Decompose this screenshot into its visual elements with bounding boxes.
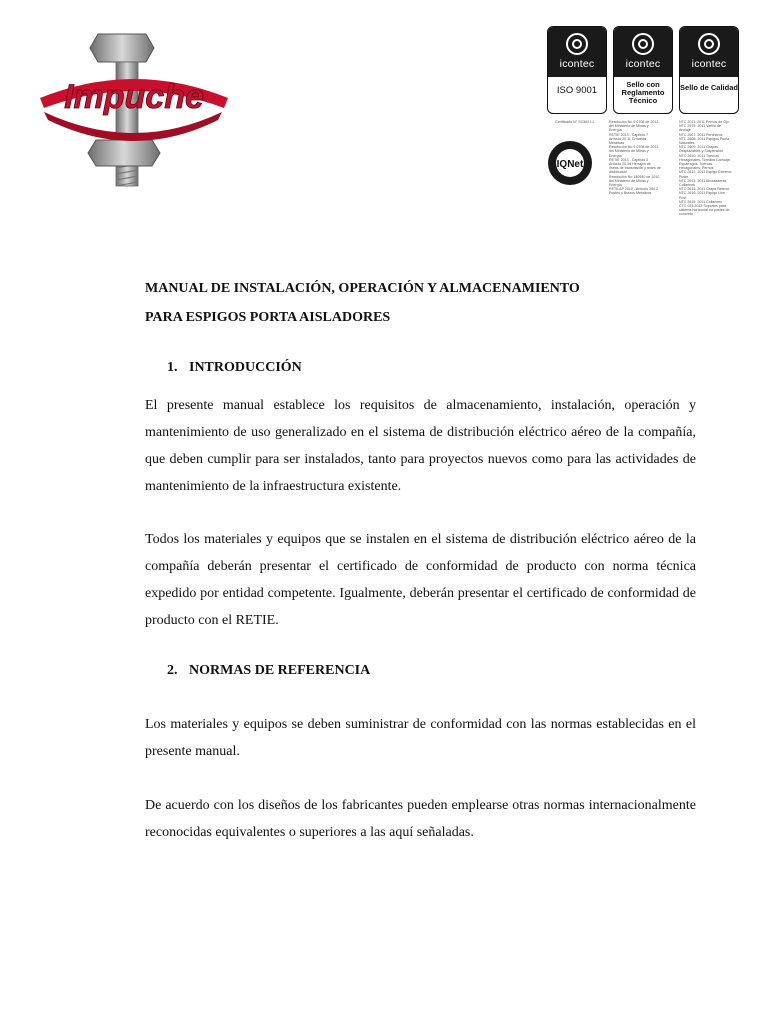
iqnet-text: IQNet [556, 159, 584, 170]
paragraph-normas-1: Los materiales y equipos se deben suministrar de conformidad con las normas establecidas en el presente manual. [145, 717, 696, 759]
regulation-list-right: NTC 2011: 2011 Pernos de Ojo NTC 2575: 2011 Varilla de Anclaje NTC 2607: 2011 Percheros NTC 2608: 2011 Espigos Punta Naturales NTC 2609: 2011 Grapas, Desplazables y Suspensión NTC 2610: 2011 Tuercas Hexagonales, Tornillos Carruaje, Espárragos, Tuercas Hexagonales, Pernos NTC 2612: 2011 Espigo Extremo Poste NTC 2613: 2011 Abrazaderas Collarines NTC 2615: 2011 Grapa Retenci NTC 2616: 2011 Espigo Line Post NTC 2615: 2011 Collarines CTC 023:2013 Soportes para sistema horizontal en postes de concreto [679, 120, 732, 217]
icontec-iso9001-badge: icontec ISO 9001 [547, 26, 607, 114]
section-heading-introduccion: 1. INTRODUCCIÓN [167, 360, 302, 375]
icontec-calidad-badge: icontec Sello de Calidad [679, 26, 739, 114]
regulation-list-left: Resolución No 9 0708 de 2013 del Ministerio de Minas y Energía RETIE 2013 - Capítulo 7 Artículo 20.11 Crucetas Metálicas Resolución No 9 0708 de 2013 del Ministerio de Minas y Energía RETIE 2013 - Capítulo 3 Artículo 20.36 Herrajes de líneas de transmisión y redes de distribución Resolución No 180540 de 2010 del Ministerio de Minas y Energía RETILAP 2010 - Artículo 200.2 Postes y Brazos Metálicos [609, 120, 661, 196]
section-heading-normas: 2. NORMAS DE REFERENCIA [167, 663, 371, 678]
paragraph-intro-2: Todos los materiales y equipos que se instalen en el sistema de distribución eléctrico aéreo de la compañía deberán presentar el certificado de conformidad de producto con norma técnica expedido por entidad competente. Igualmente, deberán presentar el certificado de conformidad de producto con el RETIE. [145, 532, 696, 628]
bolt-logo-graphic [36, 28, 232, 192]
cert-number: Certificado N° SC5621-1 [555, 120, 595, 124]
icontec-icon [566, 33, 588, 55]
document-title-line-2: PARA ESPIGOS PORTA AISLADORES [145, 310, 391, 325]
document-body [145, 274, 696, 846]
icontec-icon [698, 33, 720, 55]
company-logo [36, 28, 232, 192]
icontec-reglamento-badge: icontec Sello con Reglamento Técnico [613, 26, 673, 114]
iqnet-seal [547, 140, 593, 186]
paragraph-normas-2: De acuerdo con los diseños de los fabricantes pueden emplearse otras normas internacionalmente reconocidas equivalentes o superiores a las aquí señaladas. [145, 798, 696, 840]
paragraph-intro-1: El presente manual establece los requisitos de almacenamiento, instalación, operación y mantenimiento de uso generalizado en el sistema de distribución eléctrico aéreo de la compañía, que deben cumplir para ser instalados, tanto para proyectos nuevos como para las actividades de mantenimiento de la infraestructura existente. [145, 398, 696, 494]
icontec-icon [632, 33, 654, 55]
logo-text: Impuche [64, 78, 204, 116]
document-title-line-1: MANUAL DE INSTALACIÓN, OPERACIÓN Y ALMACENAMIENTO [145, 281, 580, 296]
